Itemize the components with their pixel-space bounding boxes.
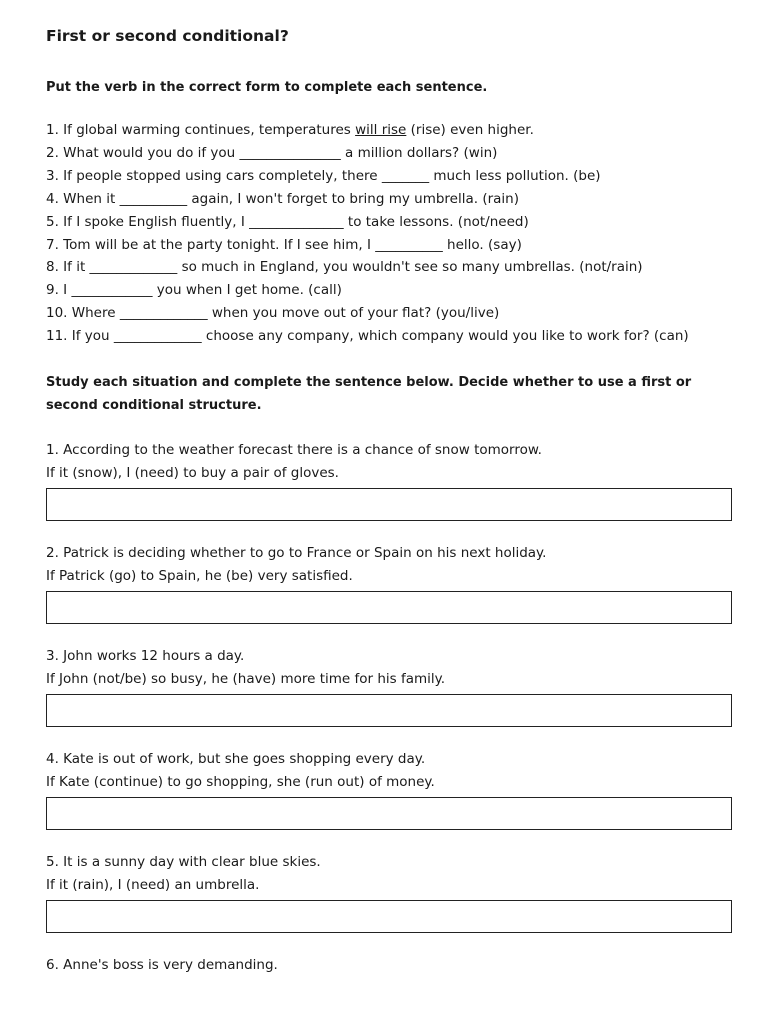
section1-list [46, 119, 689, 348]
situation-text: 3. John works 12 hours a day. [46, 648, 245, 664]
list-item: 10. Where _____________ when you move out of your flat? (you/live) [46, 305, 500, 322]
situation-prompt: If Kate (continue) to go shopping, she (run out) of money. [46, 774, 435, 790]
page-title: First or second conditional? [46, 27, 289, 45]
list-item: 5. If I spoke English fluently, I ______________ to take lessons. (not/need) [46, 213, 529, 230]
situation-3 [46, 645, 736, 727]
section2-instruction: Study each situation and complete the sentence below. Decide whether to use a first or second conditional structure. [46, 375, 692, 413]
situation-text: 4. Kate is out of work, but she goes shopping every day. [46, 751, 426, 767]
situation-1 [46, 439, 736, 521]
situation-prompt: If John (not/be) so busy, he (have) more time for his family. [46, 671, 446, 687]
answer-box-1[interactable] [46, 488, 732, 521]
situation-text: 6. Anne's boss is very demanding. [46, 957, 278, 973]
situation-5 [46, 851, 736, 933]
list-item: 11. If you _____________ choose any company, which company would you like to work for? (can) [46, 328, 689, 345]
situation-prompt: If it (rain), I (need) an umbrella. [46, 877, 260, 893]
answer-box-4[interactable] [46, 797, 732, 830]
list-item: 7. Tom will be at the party tonight. If I see him, I __________ hello. (say) [46, 236, 522, 253]
list-item: 3. If people stopped using cars completely, there _______ much less pollution. (be) [46, 167, 601, 184]
situation-text: 5. It is a sunny day with clear blue skies. [46, 854, 321, 870]
situation-2 [46, 542, 736, 624]
section1-instruction: Put the verb in the correct form to complete each sentence. [46, 80, 488, 95]
list-item: 2. What would you do if you _______________ a million dollars? (win) [46, 144, 498, 161]
list-item: 8. If it _____________ so much in England, you wouldn't see so many umbrellas. (not/rain) [46, 259, 643, 276]
situation-4 [46, 748, 736, 830]
situation-prompt: If Patrick (go) to Spain, he (be) very satisfied. [46, 568, 353, 584]
situation-prompt: If it (snow), I (need) to buy a pair of gloves. [46, 465, 339, 481]
situation-6 [46, 954, 736, 977]
list-item: 1. If global warming continues, temperatures will rise (rise) even higher. [46, 122, 534, 138]
answer-box-5[interactable] [46, 900, 732, 933]
situation-text: 2. Patrick is deciding whether to go to France or Spain on his next holiday. [46, 545, 547, 561]
example-answer: will rise [355, 122, 407, 138]
list-item: 9. I ____________ you when I get home. (call) [46, 282, 342, 299]
answer-box-3[interactable] [46, 694, 732, 727]
list-item: 4. When it __________ again, I won't forget to bring my umbrella. (rain) [46, 190, 519, 207]
situation-text: 1. According to the weather forecast there is a chance of snow tomorrow. [46, 442, 542, 458]
answer-box-2[interactable] [46, 591, 732, 624]
